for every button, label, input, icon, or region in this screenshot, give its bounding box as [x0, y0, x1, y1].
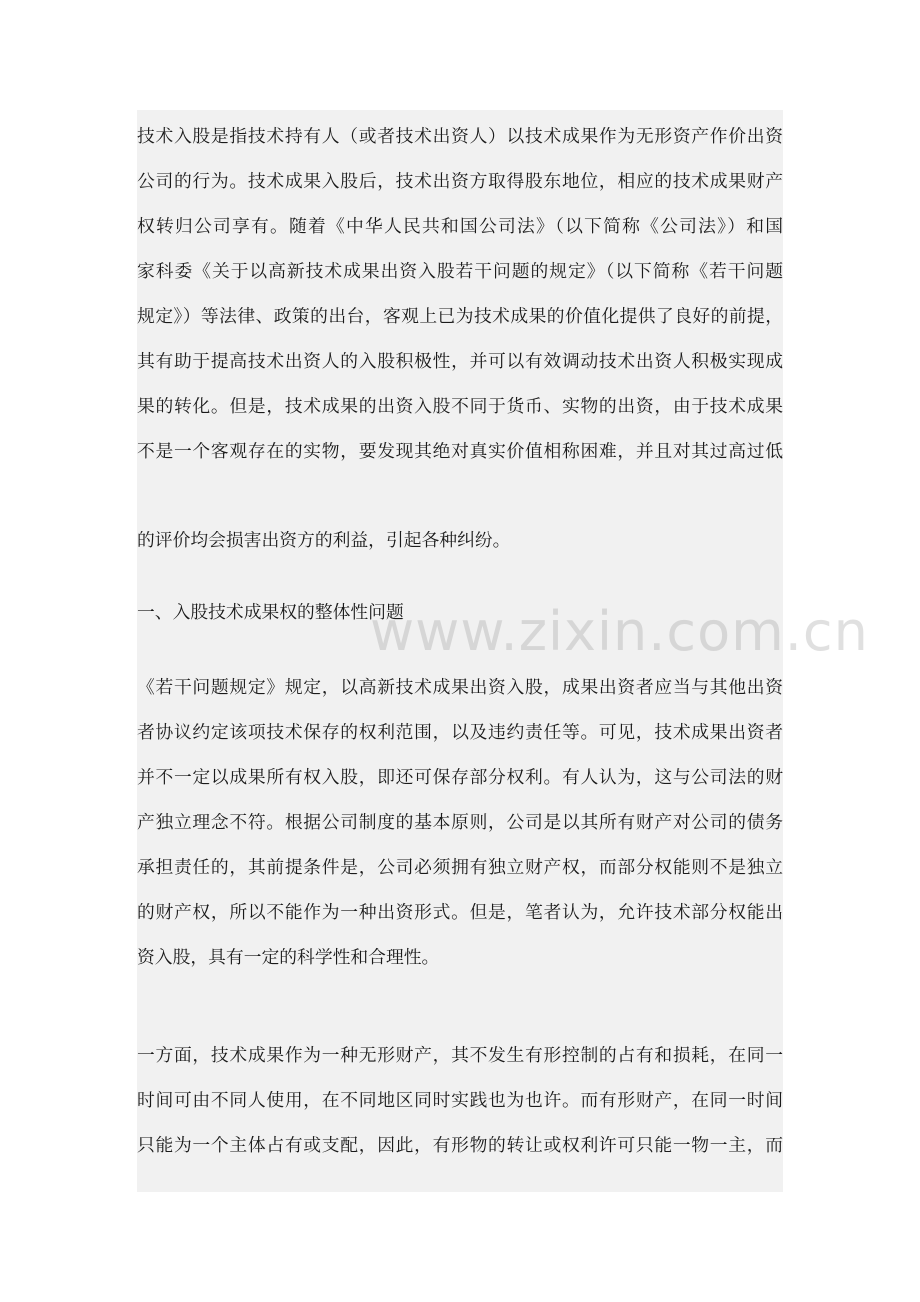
paragraph-1-line-4: 家科委《关于以高新技术成果出资入股若干问题的规定》（以下简称《若干问题: [137, 261, 783, 282]
paragraph-2-line-1: 《若干问题规定》规定，以高新技术成果出资入股，成果出资者应当与其他出资: [137, 677, 783, 698]
paragraph-1-line-6: 其有助于提高技术出资人的入股积极性，并可以有效调动技术出资人积极实现成: [137, 351, 783, 372]
paragraph-1-line-1: 技术入股是指技术持有人（或者技术出资人）以技术成果作为无形资产作价出资: [137, 126, 783, 147]
paragraph-1-line-3: 权转归公司享有。随着《中华人民共和国公司法》（以下简称《公司法》）和国: [137, 216, 783, 237]
paragraph-1-line-7: 果的转化。但是，技术成果的出资入股不同于货币、实物的出资，由于技术成果: [137, 396, 783, 417]
paragraph-1-line-8: 不是一个客观存在的实物，要发现其绝对真实价值相称困难，并且对其过高过低: [137, 441, 783, 462]
paragraph-2-line-7: 资入股，具有一定的科学性和合理性。: [137, 947, 440, 968]
paragraph-2-line-4: 产独立理念不符。根据公司制度的基本原则，公司是以其所有财产对公司的债务: [137, 812, 783, 833]
paragraph-2-line-5: 承担责任的，其前提条件是，公司必须拥有独立财产权，而部分权能则不是独立: [137, 857, 783, 878]
paragraph-2-line-3: 并不一定以成果所有权入股，即还可保存部分权利。有人认为，这与公司法的财: [137, 767, 783, 788]
paragraph-2-line-6: 的财产权，所以不能作为一种出资形式。但是，笔者认为，允许技术部分权能出: [137, 902, 783, 923]
section-heading: 一、入股技术成果权的整体性问题: [137, 602, 404, 623]
paragraph-1-line-9: 的评价均会损害出资方的利益，引起各种纠纷。: [137, 530, 511, 551]
document-page: [137, 110, 783, 1192]
watermark: www.zixin.com.cn: [370, 600, 869, 663]
paragraph-3-line-3: 只能为一个主体占有或支配，因此，有形物的转让或权利许可只能一物一主，而: [137, 1135, 783, 1156]
paragraph-3-line-2: 时间可由不同人使用，在不同地区同时实践也为也许。而有形财产，在同一时间: [137, 1090, 783, 1111]
paragraph-1-line-2: 公司的行为。技术成果入股后，技术出资方取得股东地位，相应的技术成果财产: [137, 171, 783, 192]
paragraph-2-line-2: 者协议约定该项技术保存的权利范围，以及违约责任等。可见，技术成果出资者: [137, 722, 783, 743]
paragraph-1-line-5: 规定》）等法律、政策的出台，客观上已为技术成果的价值化提供了良好的前提，: [137, 306, 783, 327]
paragraph-3-line-1: 一方面，技术成果作为一种无形财产，其不发生有形控制的占有和损耗，在同一: [137, 1045, 783, 1066]
